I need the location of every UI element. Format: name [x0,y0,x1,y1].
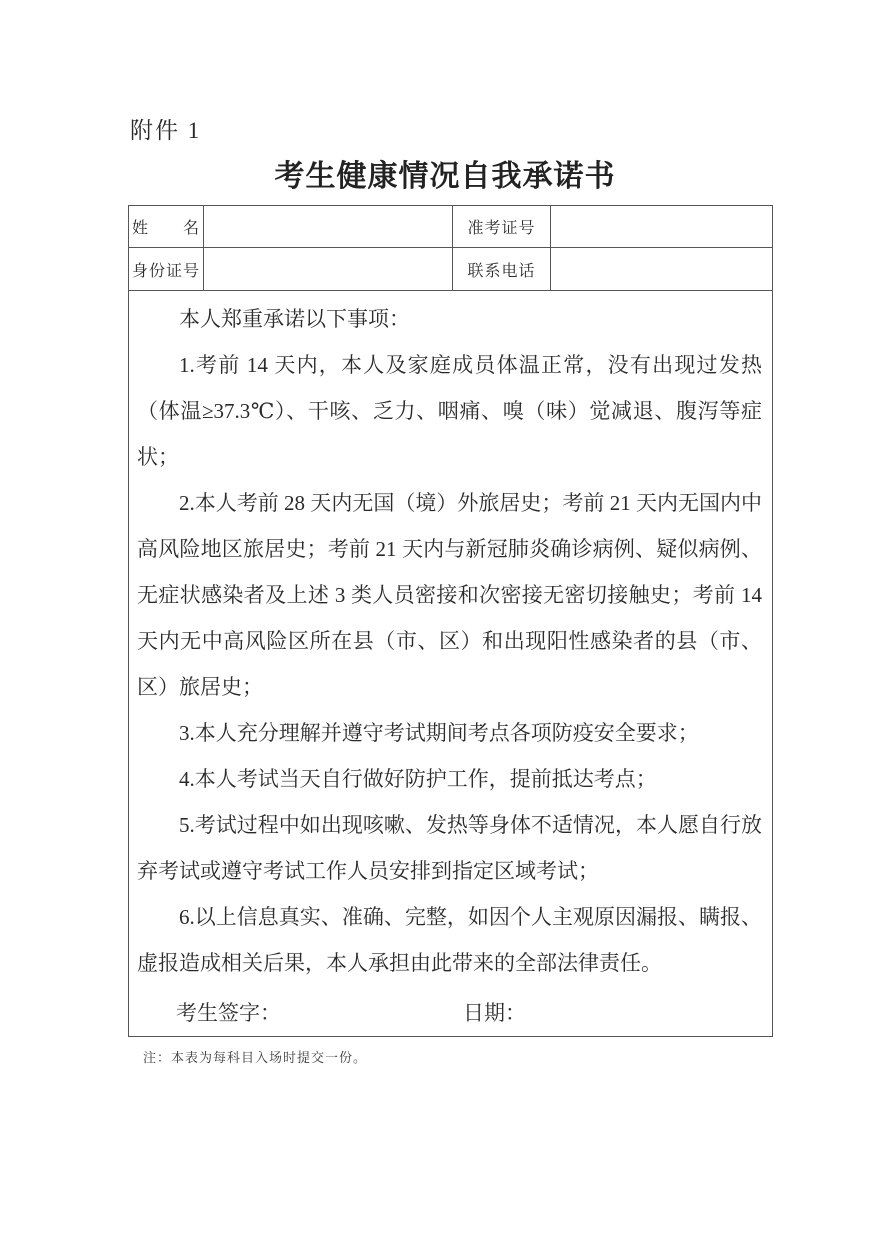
admission-number-value-cell [551,206,773,248]
commitment-item-6: 6.以上信息真实、准确、完整，如因个人主观原因漏报、瞒报、虚报造成相关后果，本人承担由此带来的全部法律责任。 [137,905,762,975]
commitment-body-cell [129,291,773,1037]
admission-number-label-cell: 准考证号 [453,206,551,248]
candidate-signature-label: 考生签字： [176,1001,281,1025]
name-label-cell: 姓 名 [129,206,204,248]
attachment-label: 附件 1 [130,118,202,143]
date-label: 日期： [463,1001,526,1025]
table-row [129,248,773,291]
table-row [129,206,773,248]
signature-line [129,1001,772,1031]
phone-value-cell [551,248,773,291]
form-table [128,205,773,1037]
phone-label-cell: 联系电话 [453,248,551,291]
commitment-item-1: 1.考前 14 天内，本人及家庭成员体温正常，没有出现过发热（体温≥37.3℃）、干咳、乏力、咽痛、嗅（味）觉减退、腹泻等症状； [137,353,762,469]
commitment-item-3: 3.本人充分理解并遵守考试期间考点各项防疫安全要求； [179,721,699,745]
id-number-value-cell [204,248,453,291]
footnote: 注：本表为每科目入场时提交一份。 [143,1050,368,1065]
page-title: 考生健康情况自我承诺书 [274,160,616,193]
commitment-item-5: 5.考试过程中如出现咳嗽、发热等身体不适情况，本人愿自行放弃考试或遵守考试工作人员安排到指定区域考试； [137,813,762,883]
id-number-label-cell: 身份证号 [129,248,204,291]
commitment-item-4: 4.本人考试当天自行做好防护工作，提前抵达考点； [179,767,657,791]
intro-paragraph: 本人郑重承诺以下事项： [179,307,410,331]
commitment-item-2: 2.本人考前 28 天内无国（境）外旅居史；考前 21 天内无国内中高风险地区旅居史；考前 21 天内与新冠肺炎确诊病例、疑似病例、无症状感染者及上述 3 类人员密接和次密接无密切接触史；考前 14 天内无中高风险区所在县（市、区）和出现阳性感染者的县（市、区）旅居史； [137,491,762,699]
name-value-cell [204,206,453,248]
table-row [129,291,773,1037]
